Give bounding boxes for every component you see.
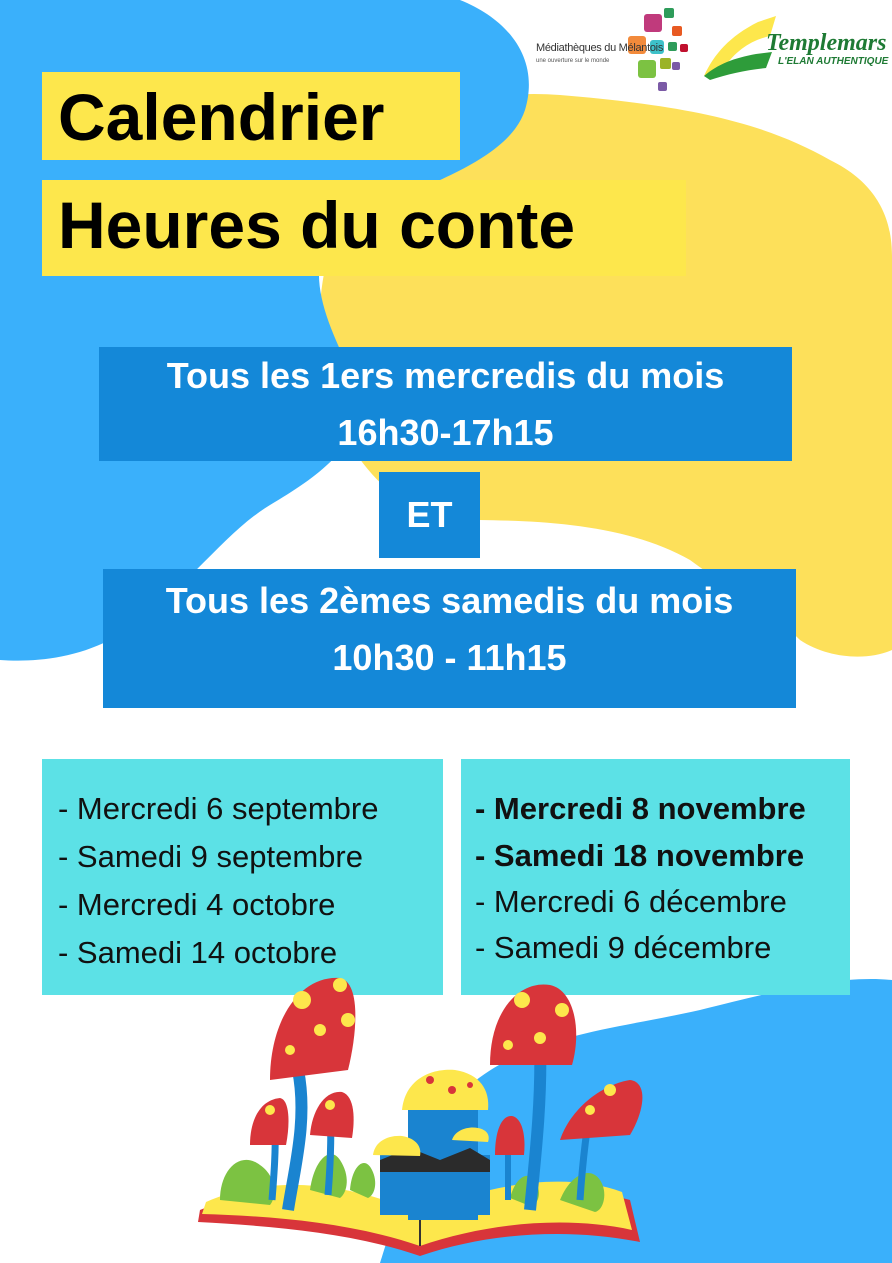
saturday-label: Tous les 2èmes samedis du mois	[165, 580, 734, 621]
date-item: - Samedi 14 octobre	[58, 935, 338, 970]
templemars-logo	[700, 14, 890, 84]
wednesday-banner	[99, 347, 792, 461]
date-item: - Mercredi 6 septembre	[58, 791, 379, 826]
templemars-name: Templemars	[766, 30, 887, 56]
wednesday-label: Tous les 1ers mercredis du mois	[166, 355, 725, 396]
title-highlight-2	[42, 180, 686, 276]
book-with-mushrooms-icon	[190, 960, 660, 1260]
mediatheques-tagline: une ouverture sur le monde	[536, 58, 610, 64]
mediatheques-name: Médiathèques du Mélantois	[536, 42, 664, 54]
mediatheques-logo	[532, 4, 692, 94]
page-title-line-1: Calendrier	[58, 80, 385, 154]
date-item: - Samedi 9 septembre	[58, 839, 363, 874]
date-item: - Samedi 9 décembre	[475, 930, 772, 965]
wednesday-time: 16h30-17h15	[337, 412, 554, 453]
page-title-line-2: Heures du conte	[58, 188, 576, 262]
saturday-time: 10h30 - 11h15	[332, 637, 567, 678]
title-highlight-1	[42, 72, 460, 160]
date-item: - Mercredi 6 décembre	[475, 884, 787, 919]
date-item-highlighted: - Mercredi 8 novembre	[475, 791, 806, 826]
connector-box	[379, 472, 480, 558]
saturday-banner	[103, 569, 796, 708]
connector-text: ET	[406, 494, 453, 535]
date-item: - Mercredi 4 octobre	[58, 887, 336, 922]
templemars-tagline: L'ELAN AUTHENTIQUE	[778, 56, 889, 67]
date-item-highlighted: - Samedi 18 novembre	[475, 838, 805, 873]
